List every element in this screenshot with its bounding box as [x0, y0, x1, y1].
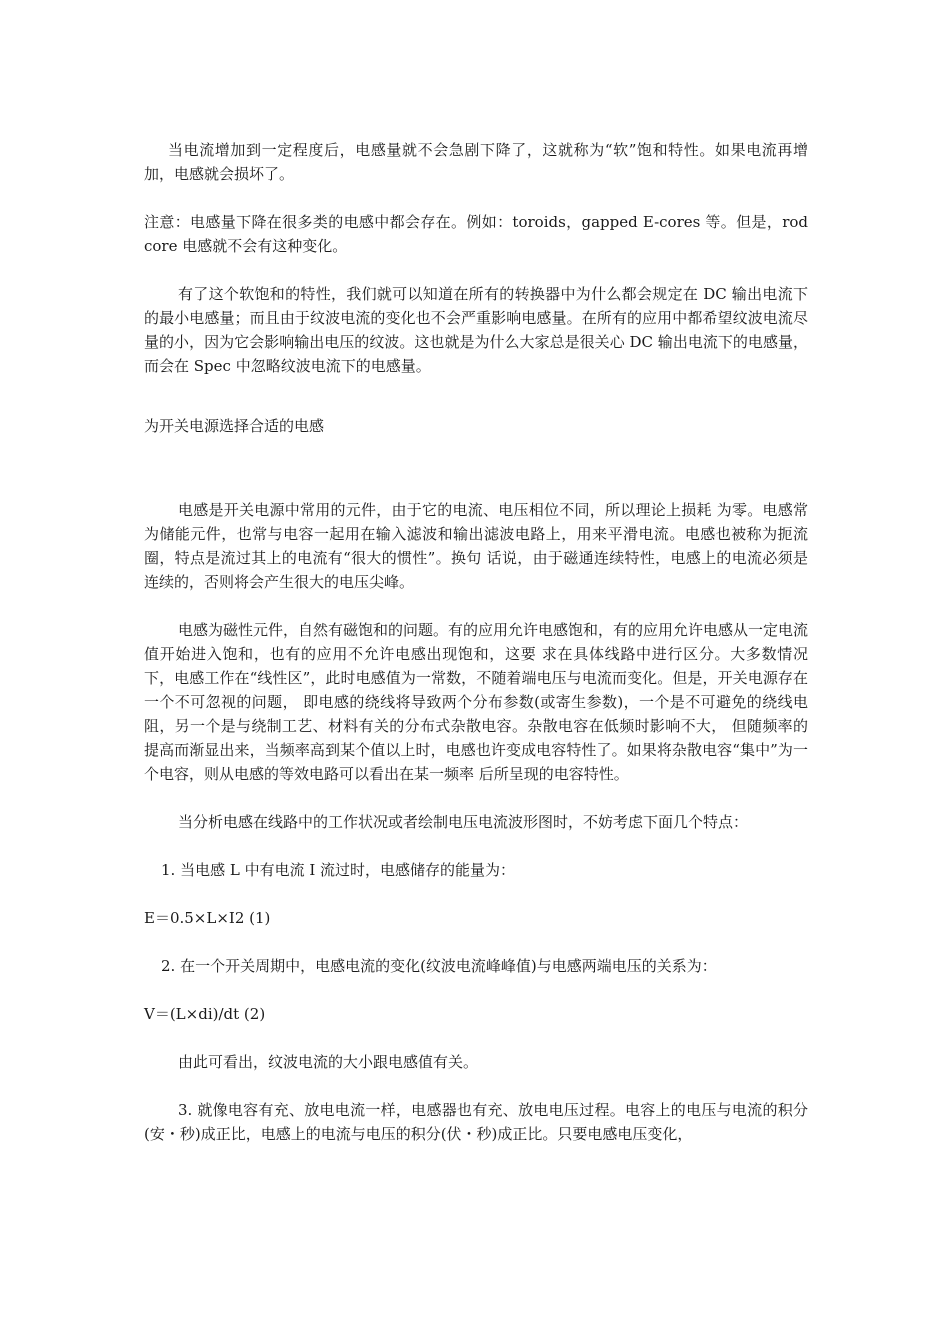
- formula-voltage: V＝(L×di)/dt (2): [144, 1005, 266, 1023]
- spacer: [144, 186, 808, 210]
- spacer: [144, 1026, 808, 1050]
- spacer: [144, 786, 808, 810]
- spacer: [144, 978, 808, 1002]
- formula-energy: E＝0.5×L×I2 (1): [144, 909, 271, 927]
- spacer: [144, 378, 808, 414]
- document-body: [144, 138, 808, 1146]
- paragraph-min-inductance: 有了这个软饱和的特性，我们就可以知道在所有的转换器中为什么都会规定在 DC 输出电流下的最小电感量；而且由于纹波电流的变化也不会严重影响电感量。在所有的应用中都希望纹波电流尽量的小，因为它会影响输出电压的纹波。这也就是为什么大家总是很关心 DC 输出电流下的电感量，而会在 Spec 中忽略纹波电流下的电感量。: [144, 285, 808, 375]
- list-item-2: 2. 在一个开关周期中，电感电流的变化(纹波电流峰峰值)与电感两端电压的关系为：: [161, 957, 717, 975]
- paragraph-ripple-note: 由此可看出，纹波电流的大小跟电感值有关。: [178, 1053, 479, 1071]
- section-heading: 为开关电源选择合适的电感: [144, 417, 325, 435]
- spacer: [144, 258, 808, 282]
- list-item-3: 3. 就像电容有充、放电电流一样，电感器也有充、放电电压过程。电容上的电压与电流的积分(安・秒)成正比，电感上的电流与电压的积分(伏・秒)成正比。只要电感电压变化，: [144, 1101, 808, 1143]
- paragraph-magnetic-saturation: 电感为磁性元件，自然有磁饱和的问题。有的应用允许电感饱和，有的应用允许电感从一定电流值开始进入饱和，也有的应用不允许电感出现饱和，这要 求在具体线路中进行区分。大多数情况下，电感工作在“线性区”，此时电感值为一常数，不随着端电压与电流而变化。但是，开关电源存在一个不可忽视的问题， 即电感的绕线将导致两个分布参数(或寄生参数)，一个是不可避免的绕线电阻，另一个是与绕制工艺、材料有关的分布式杂散电容。杂散电容在低频时影响不大， 但随频率的提高而渐显出来，当频率高到某个值以上时，电感也许变成电容特性了。如果将杂散电容“集中”为一个电容，则从电感的等效电路可以看出在某一频率 后所呈现的电容特性。: [144, 621, 809, 783]
- spacer: [144, 930, 808, 954]
- paragraph-analysis-intro: 当分析电感在线路中的工作状况或者绘制电压电流波形图时，不妨考虑下面几个特点：: [178, 813, 749, 831]
- spacer: [144, 882, 808, 906]
- spacer: [144, 438, 808, 498]
- paragraph-note: 注意：电感量下降在很多类的电感中都会存在。例如：toroids，gapped E-cores 等。但是，rod core 电感就不会有这种变化。: [144, 213, 808, 255]
- spacer: [144, 1074, 808, 1098]
- paragraph-soft-saturation: 当电流增加到一定程度后，电感量就不会急剧下降了，这就称为“软”饱和特性。如果电流再增加，电感就会损坏了。: [144, 141, 808, 183]
- spacer: [144, 834, 808, 858]
- spacer: [144, 594, 808, 618]
- list-item-1: 1. 当电感 L 中有电流 I 流过时，电感储存的能量为：: [161, 861, 516, 879]
- paragraph-inductor-intro: 电感是开关电源中常用的元件，由于它的电流、电压相位不同，所以理论上损耗 为零。电感常为储能元件，也常与电容一起用在输入滤波和输出滤波电路上，用来平滑电流。电感也被称为扼流圈，特点是流过其上的电流有“很大的惯性”。换句 话说，由于磁通连续特性，电感上的电流必须是连续的，否则将会产生很大的电压尖峰。: [144, 501, 808, 591]
